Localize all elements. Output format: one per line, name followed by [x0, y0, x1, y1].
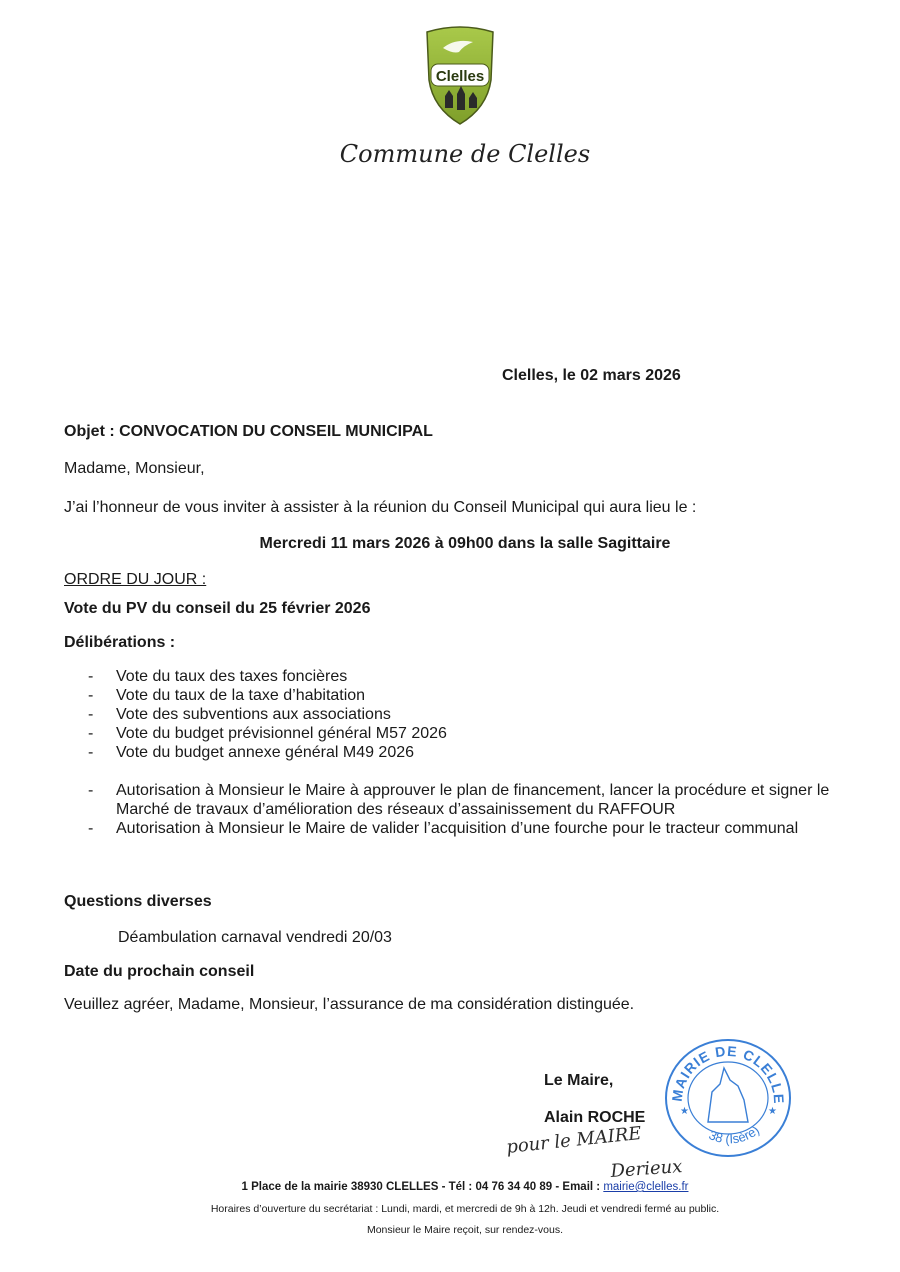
- list-item-text: Autorisation à Monsieur le Maire de valider l’acquisition d’une fourche pour le tracteur communal: [116, 820, 799, 837]
- footer-address-text: 1 Place de la mairie 38930 CLELLES - Tél : 04 76 34 40 89 - Email :: [241, 1181, 604, 1193]
- commune-logo: [423, 24, 497, 126]
- letter-date: Clelles, le 02 mars 2026: [502, 367, 681, 384]
- star-icon: ★: [768, 1106, 777, 1117]
- list-item: [88, 743, 447, 762]
- dash: -: [88, 725, 94, 742]
- stamp-text-top: MAIRIE DE CLELLE: [668, 1042, 788, 1105]
- handwriting-line2: Derieux: [609, 1156, 684, 1182]
- list-item: [88, 705, 447, 724]
- dash: -: [88, 687, 94, 704]
- list-item-text: Vote du taux des taxes foncières: [116, 668, 348, 685]
- signature-name: Alain ROCHE: [544, 1109, 646, 1126]
- logo-text: Clelles: [435, 68, 485, 85]
- dash: -: [88, 668, 94, 685]
- agenda-title: ORDRE DU JOUR :: [64, 571, 207, 588]
- list-item-text: Autorisation à Monsieur le Maire à approuver le plan de financement, lancer la procédure et signer le: [116, 782, 830, 799]
- letter-subject: Objet : CONVOCATION DU CONSEIL MUNICIPAL: [64, 423, 433, 440]
- salutation: Madame, Monsieur,: [64, 460, 205, 477]
- list-item: [88, 819, 829, 838]
- questions-title: Questions diverses: [64, 893, 212, 910]
- footer-note: Monsieur le Maire reçoit, sur rendez-vous.: [366, 1224, 564, 1236]
- footer-hours: Horaires d’ouverture du secrétariat : Lundi, mardi, et mercredi de 9h à 12h. Jeudi et vendredi fermé au public.: [210, 1203, 720, 1215]
- commune-title: Commune de Clelles: [339, 140, 591, 168]
- closing-formula: Veuillez agréer, Madame, Monsieur, l’assurance de ma considération distinguée.: [64, 996, 635, 1013]
- list-item-text: Vote des subventions aux associations: [116, 706, 391, 723]
- list-item-text: Vote du budget annexe général M49 2026: [116, 744, 415, 761]
- list-item-text-continued: Marché de travaux d’amélioration des réseaux d’assainissement du RAFFOUR: [116, 801, 676, 818]
- meeting-details: Mercredi 11 mars 2026 à 09h00 dans la salle Sagittaire: [259, 535, 671, 552]
- questions-item: Déambulation carnaval vendredi 20/03: [118, 929, 392, 946]
- list-item: [88, 781, 829, 819]
- deliberations-list: [88, 667, 447, 762]
- handwritten-signature: [495, 1125, 745, 1185]
- list-item: [88, 667, 447, 686]
- list-item: [88, 686, 447, 705]
- handwriting-line1: pour le MAIRE: [505, 1125, 643, 1158]
- next-council-title: Date du prochain conseil: [64, 963, 255, 980]
- signature-title: Le Maire,: [544, 1072, 614, 1089]
- authorisations-list: [88, 781, 829, 838]
- deliberations-title: Délibérations :: [64, 634, 176, 651]
- stamp-text-bottom: 38 (Isère): [706, 1122, 763, 1147]
- list-item-text: Vote du taux de la taxe d’habitation: [116, 687, 366, 704]
- star-icon: ★: [680, 1106, 689, 1117]
- monument-icon: [708, 1068, 748, 1122]
- footer-address: [0, 1181, 900, 1193]
- footer-email-link[interactable]: mairie@clelles.fr: [603, 1181, 689, 1193]
- dash: -: [88, 782, 94, 799]
- pv-vote: Vote du PV du conseil du 25 février 2026: [64, 600, 371, 617]
- list-item: [88, 724, 447, 743]
- dash: -: [88, 744, 94, 761]
- dash: -: [88, 706, 94, 723]
- dash: -: [88, 820, 94, 837]
- intro-paragraph: J’ai l’honneur de vous inviter à assister à la réunion du Conseil Municipal qui aura lieu le :: [64, 499, 697, 516]
- list-item-text: Vote du budget prévisionnel général M57 2026: [116, 725, 447, 742]
